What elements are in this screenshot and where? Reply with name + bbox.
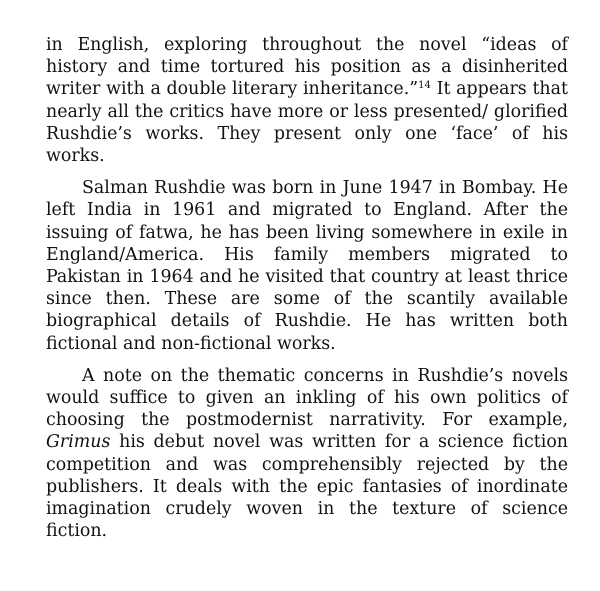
paragraph-text: A note on the thematic concerns in Rushdie’s novels would suffice to given an inkling of his own politics of choosing the postmodernist narrativity. For example,: [46, 365, 568, 431]
document-page: [46, 34, 568, 552]
paragraph-text: Salman Rushdie was born in June 1947 in Bombay. He left India in 1961 and migrated to England. After the issuing of fatwa, he has been living somewhere in exile in England/America. His family members migrated to Pakistan in 1964 and he visited that country at least thrice since then. These are some of the scantily available biographical details of Rushdie. He has written both fictional and non-fictional works.: [46, 178, 568, 354]
paragraph-continued: [46, 34, 568, 167]
book-title: Grimus: [46, 432, 111, 453]
paragraph-text: his debut novel was written for a science fiction competition and was comprehensibly rejected by the publishers. It deals with the epic fantasies of inordinate imagination crudely woven in the texture of science fiction.: [46, 432, 568, 542]
paragraph-text: It appears that nearly all the critics have more or less presented/ glorified Rushdie’s works. They present only one ‘face’ of his works.: [46, 79, 568, 167]
paragraph-biography: [46, 177, 568, 355]
paragraph-thematic-concerns: [46, 365, 568, 543]
footnote-marker: 14: [418, 80, 431, 92]
paragraph-text: in English, exploring throughout the novel “ideas of history and time tortured his position as a disinherited writer with a double literary inheritance.”: [46, 35, 568, 100]
